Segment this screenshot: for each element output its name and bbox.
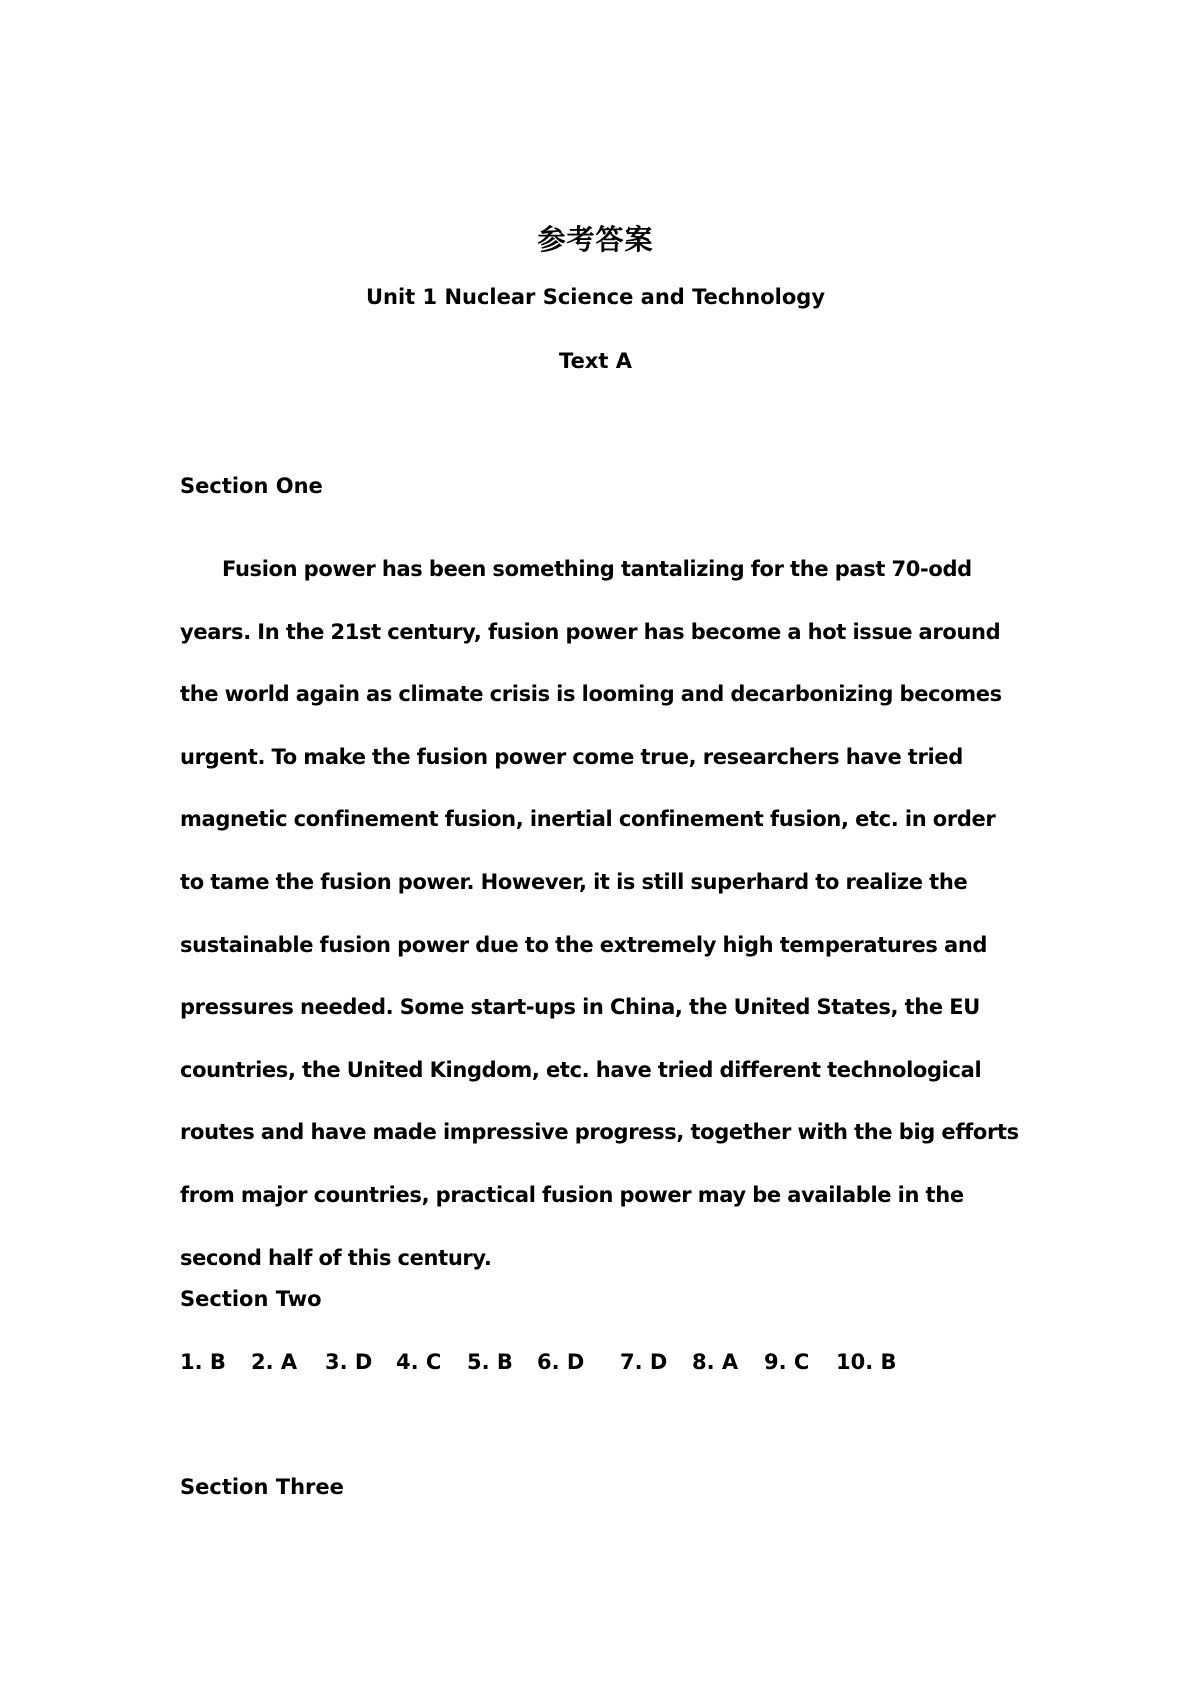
section-one-paragraph: Fusion power has been something tantalizing for the past 70-odd years. In the 21st century, fusion power has become a hot issue around the world again as climate crisis is looming and decarbonizing becomes urgent. To make the fusion power come true, researchers have tried magnetic confinement fusion, inertial confinement fusion, etc. in order to tame the fusion power. However, it is still superhard to realize the sustainable fusion power due to the extremely high temperatures and pressures needed. Some start-ups in China, the United States, the EU countries, the United Kingdom, etc. have tried different technological routes and have made impressive progress, together with the big efforts from major countries, practical fusion power may be available in the second half of this century. [180, 557, 1019, 1270]
answer-item: 10. B [836, 1350, 897, 1374]
section-three-heading: Section Three [180, 1475, 344, 1499]
answer-item: 1. B [180, 1350, 226, 1374]
answer-item: 6. D [537, 1350, 585, 1374]
page-title: 参考答案 [537, 223, 654, 256]
answer-item: 3. D [325, 1350, 373, 1374]
unit-title: Unit 1 Nuclear Science and Technology [365, 285, 826, 309]
section-two-heading: Section Two [180, 1287, 322, 1311]
answer-item: 5. B [467, 1350, 513, 1374]
text-title: Text A [559, 349, 632, 373]
section-one-heading: Section One [180, 474, 323, 498]
answer-item: 8. A [692, 1350, 739, 1374]
answer-item: 9. C [764, 1350, 810, 1374]
answer-item: 2. A [251, 1350, 298, 1374]
answer-item: 4. C [396, 1350, 442, 1374]
answer-item: 7. D [620, 1350, 668, 1374]
